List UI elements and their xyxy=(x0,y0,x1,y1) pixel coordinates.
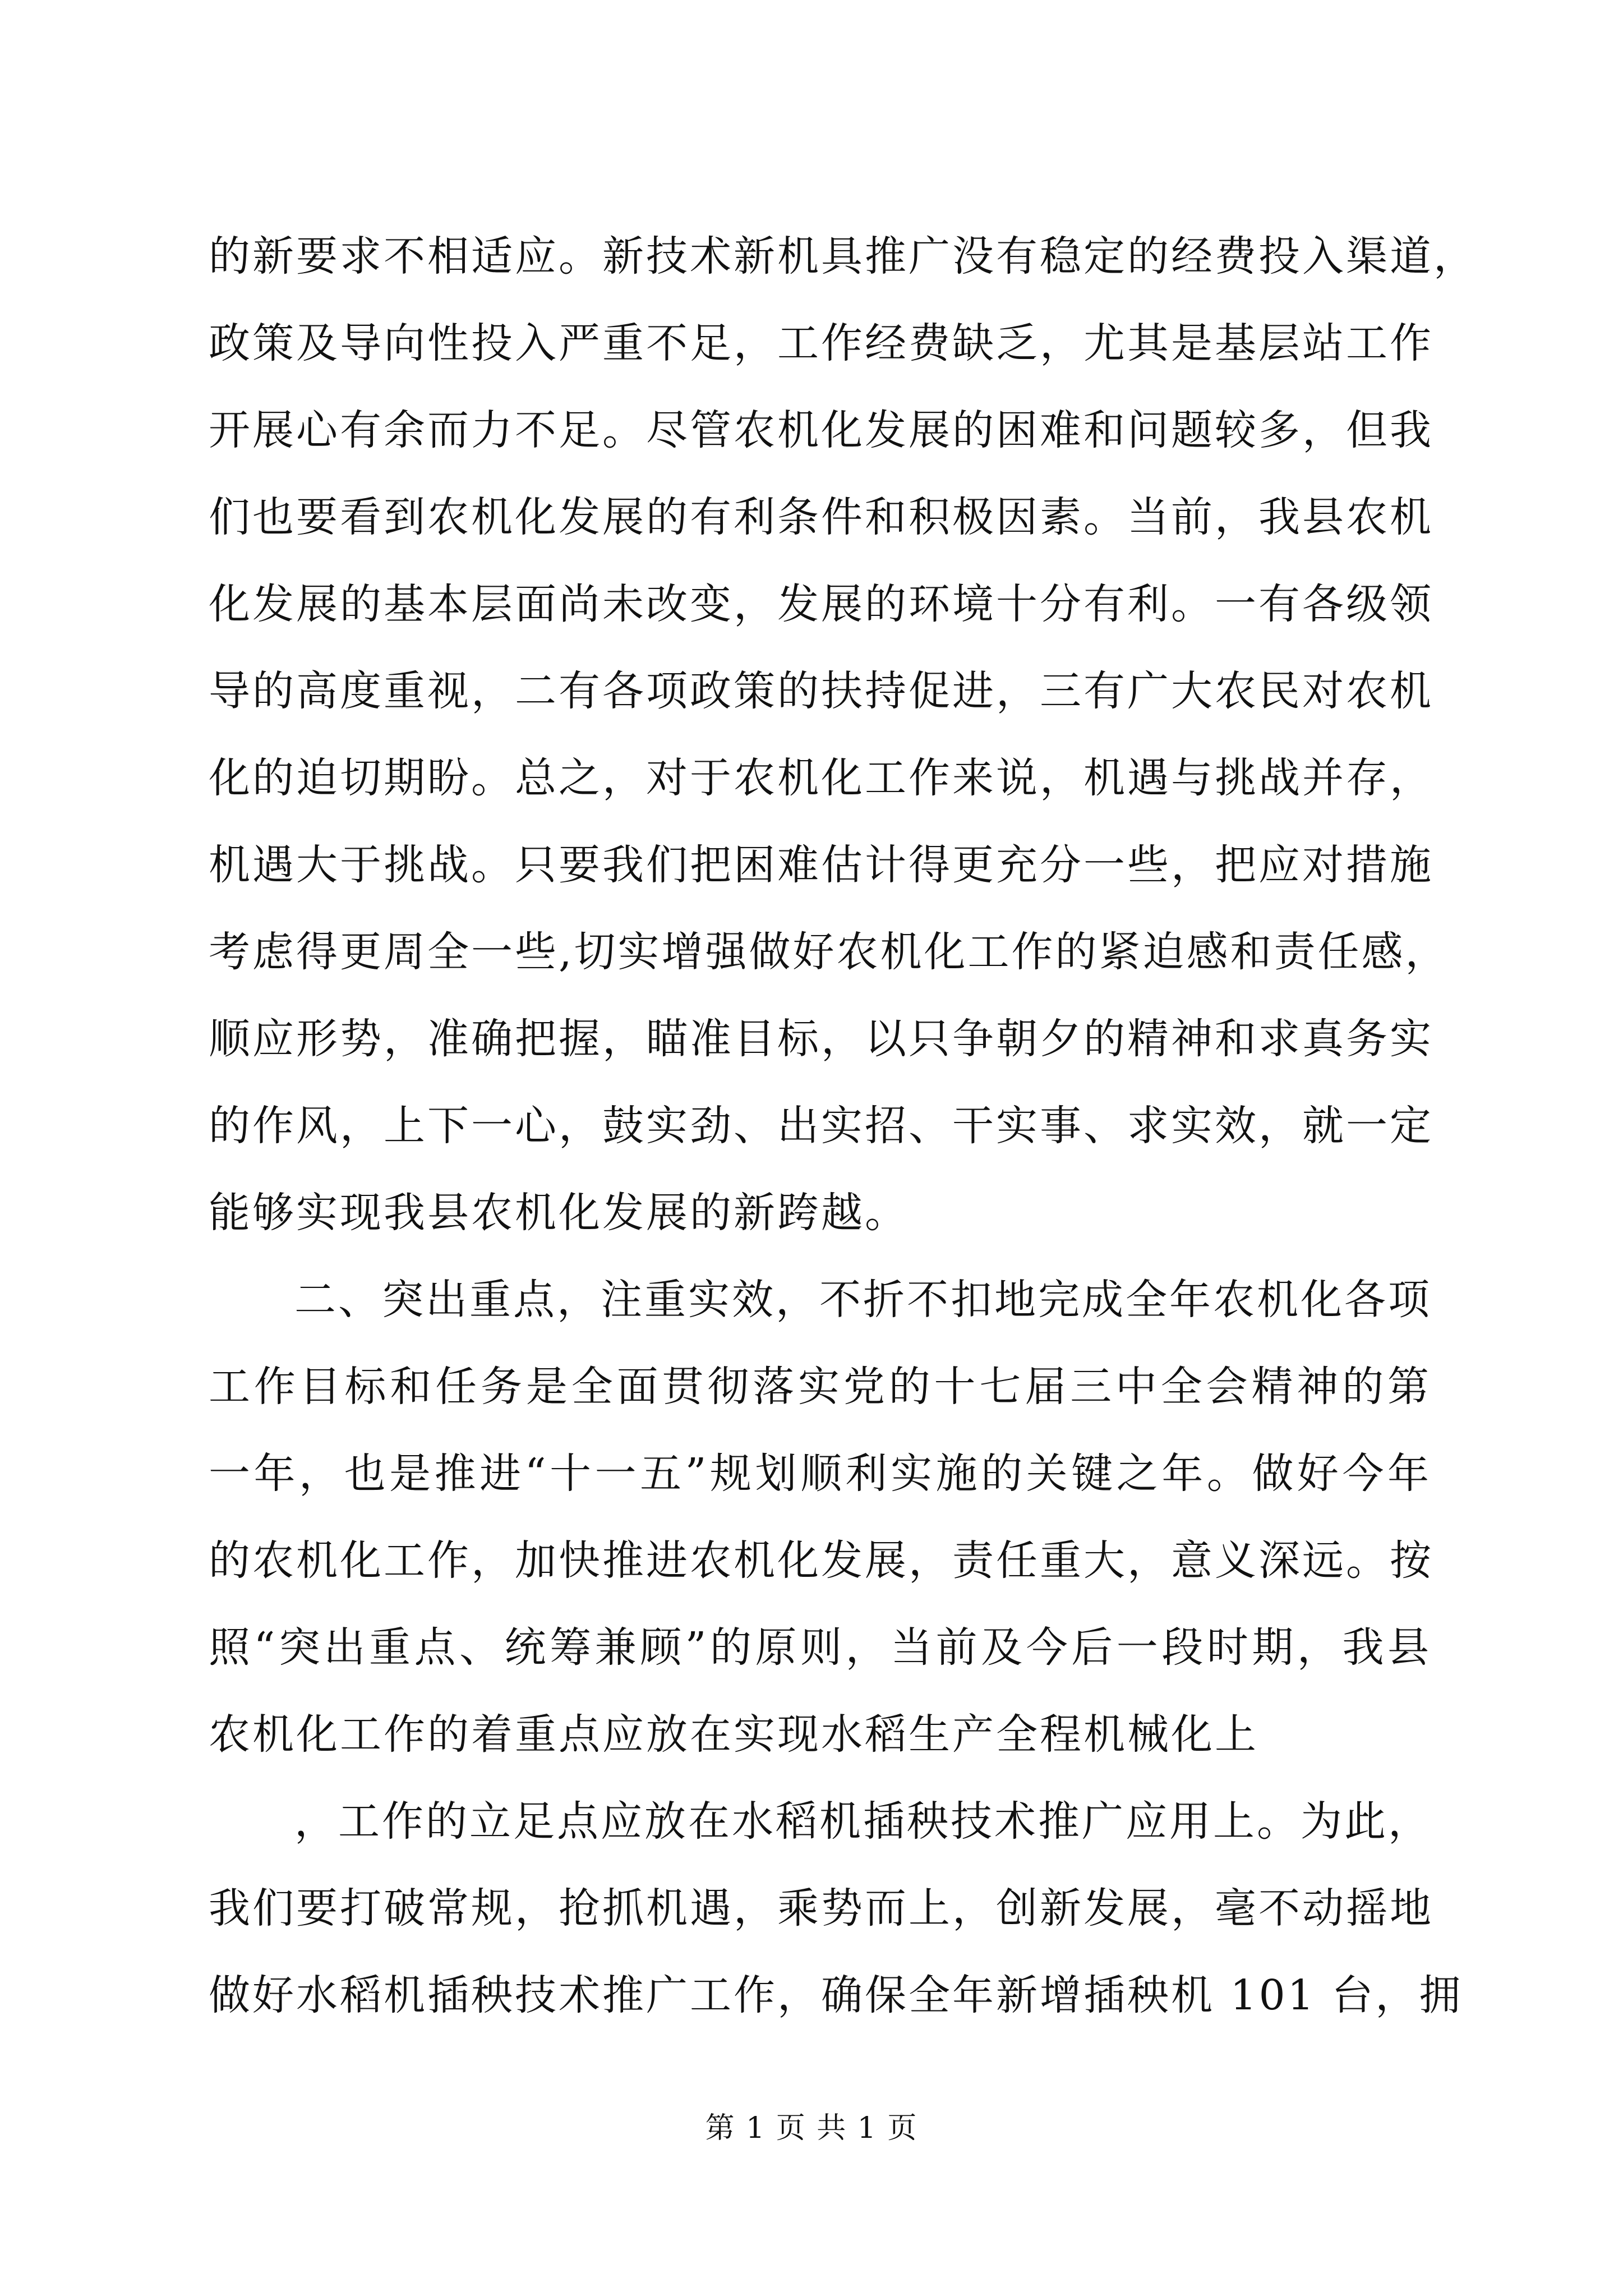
text-line: 一年，也是推进“十一五”规划顺利实施的关键之年。做好今年 xyxy=(209,1450,1431,1498)
text-line: 农机化工作的着重点应放在实现水稻生产全程机械化上 xyxy=(209,1710,1258,1759)
text-line: ，工作的立足点应放在水稻机插秧技术推广应用上。为此， xyxy=(294,1797,1432,1846)
text-line: 的新要求不相适应。新技术新机具推广没有稳定的经费投入渠道， xyxy=(209,232,1477,280)
section-heading-line: 二、突出重点，注重实效，不折不扣地完成全年农机化各项 xyxy=(294,1276,1432,1324)
text-line: 机遇大于挑战。只要我们把困难估计得更充分一些，把应对措施 xyxy=(209,841,1433,889)
text-line: 顺应形势，准确把握，瞄准目标，以只争朝夕的精神和求真务实 xyxy=(209,1015,1433,1063)
text-line: 照“突出重点、统筹兼顾”的原则，当前及今后一段时期，我县 xyxy=(209,1623,1431,1672)
text-line: 做好水稻机插秧技术推广工作，确保全年新增插秧机 101 台，拥 xyxy=(209,1971,1463,2019)
text-line: 化发展的基本层面尚未改变，发展的环境十分有利。一有各级领 xyxy=(209,580,1433,628)
text-line: 们也要看到农机化发展的有利条件和积极因素。当前，我县农机 xyxy=(209,493,1433,541)
text-line: 开展心有余而力不足。尽管农机化发展的困难和问题较多，但我 xyxy=(209,406,1433,454)
text-line: 化的迫切期盼。总之，对于农机化工作来说，机遇与挑战并存， xyxy=(209,754,1433,802)
text-line: 能够实现我县农机化发展的新跨越。 xyxy=(209,1189,909,1237)
text-line: 考虑得更周全一些,切实增强做好农机化工作的紧迫感和责任感， xyxy=(209,928,1449,976)
text-line: 的作风，上下一心，鼓实劲、出实招、干实事、求实效，就一定 xyxy=(209,1102,1433,1150)
text-line: 我们要打破常规，抢抓机遇，乘势而上，创新发展，毫不动摇地 xyxy=(209,1884,1433,1932)
text-line: 导的高度重视，二有各项政策的扶持促进，三有广大农民对农机 xyxy=(209,667,1433,715)
text-line: 政策及导向性投入严重不足，工作经费缺乏，尤其是基层站工作 xyxy=(209,319,1433,367)
text-line: 的农机化工作，加快推进农机化发展，责任重大，意义深远。按 xyxy=(209,1536,1433,1585)
page-number-footer: 第 1 页 共 1 页 xyxy=(705,2111,918,2145)
text-line: 工作目标和任务是全面贯彻落实党的十七届三中全会精神的第 xyxy=(209,1363,1431,1411)
